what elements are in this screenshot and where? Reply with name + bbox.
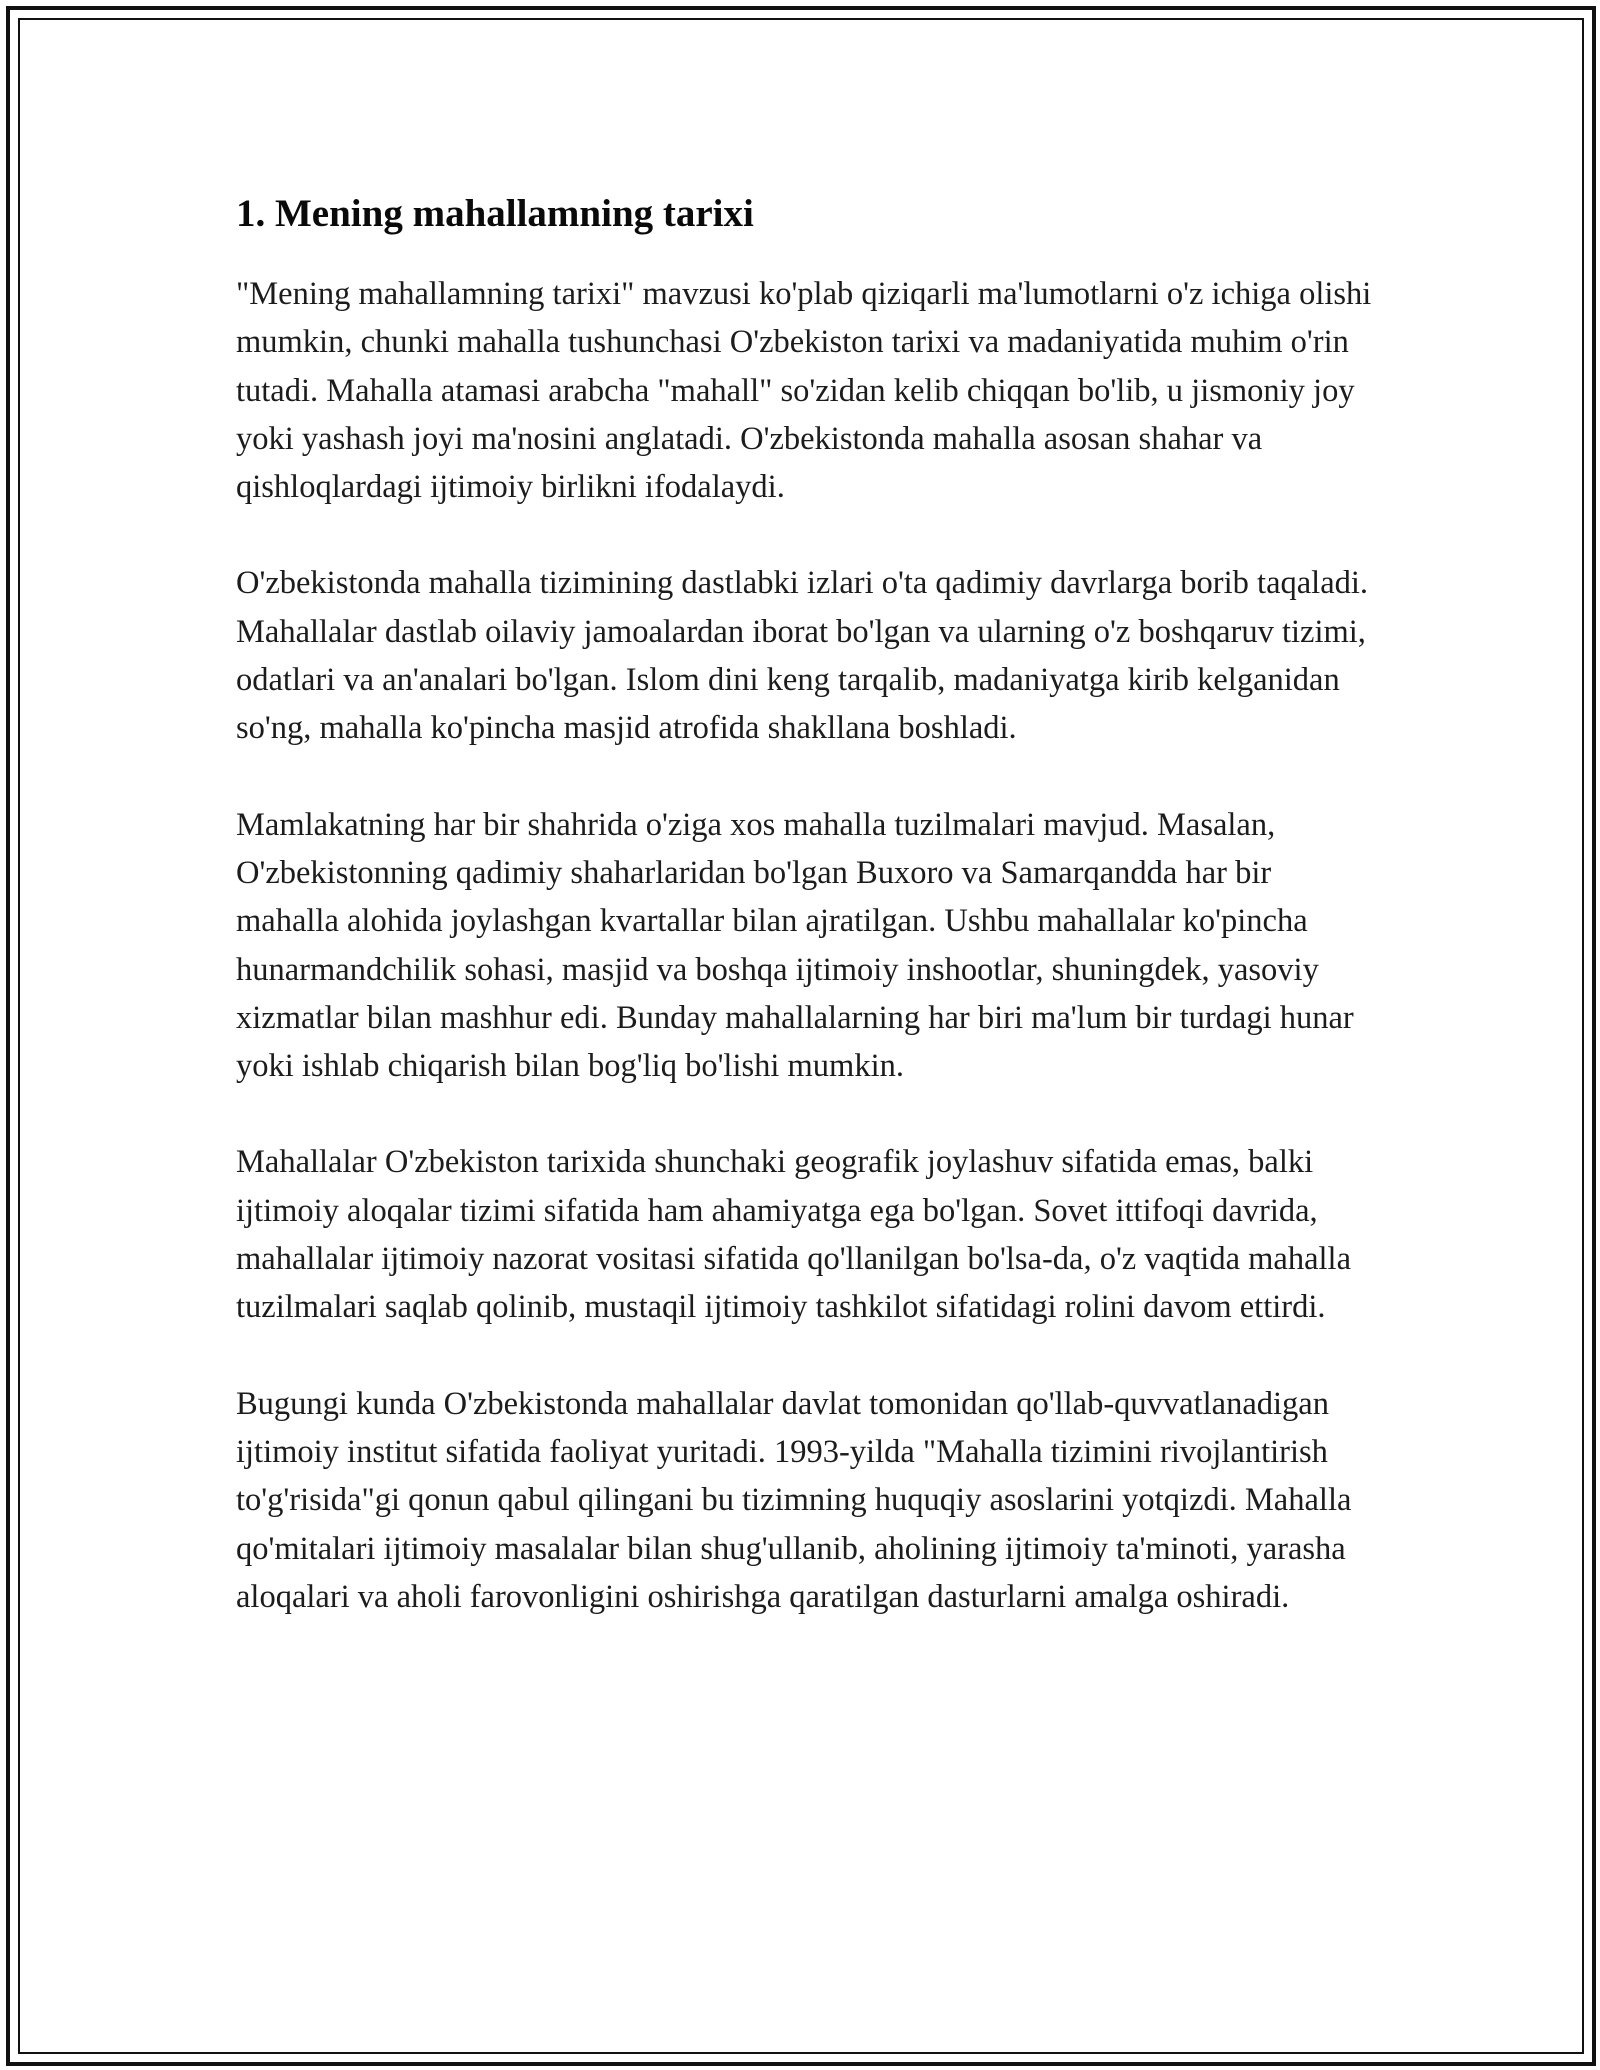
paragraph-2: O'zbekistonda mahalla tizimining dastlabki izlari o'ta qadimiy davrlarga borib taqaladi. Mahallalar dastlab oilaviy jamoalardan iborat bo'lgan va ularning o'z boshqaruv tizimi, odatlari va an'analari bo'lgan. Islom dini keng tarqalib, madaniyatga kirib kelganidan so'ng, mahalla ko'pincha masjid atrofida shakllana boshladi.	[236, 565, 1369, 747]
paragraph-5: Bugungi kunda O'zbekistonda mahallalar davlat tomonidan qo'llab-quvvatlanadigan ijtimoiy institut sifatida faoliyat yuritadi. 1993-yilda "Mahalla tizimini rivojlantirish to'g'risida"gi qonun qabul qilingani bu tizimning huquqiy asoslarini yotqizdi. Mahalla qo'mitalari ijtimoiy masalalar bilan shug'ullanib, aholining ijtimoiy ta'minoti, yarasha aloqalari va aholi farovonligini oshirishga qaratilgan dasturlarni amalga oshiradi.	[236, 1385, 1352, 1615]
document-body	[236, 188, 1376, 1621]
paragraph-3: Mamlakatning har bir shahrida o'ziga xos mahalla tuzilmalari mavjud. Masalan, O'zbekistonning qadimiy shaharlaridan bo'lgan Buxoro va Samarqandda har bir mahalla alohida joylashgan kvartallar bilan ajratilgan. Ushbu mahallalar ko'pincha hunarmandchilik sohasi, masjid va boshqa ijtimoiy inshootlar, shuningdek, yasoviy xizmatlar bilan mashhur edi. Bunday mahallalarning har biri ma'lum bir turdagi hunar yoki ishlab chiqarish bilan bog'liq bo'lishi mumkin.	[236, 806, 1354, 1085]
paragraph-4: Mahallalar O'zbekiston tarixida shunchaki geografik joylashuv sifatida emas, balki ijtimoiy aloqalar tizimi sifatida ham ahamiyatga ega bo'lgan. Sovet ittifoqi davrida, mahallalar ijtimoiy nazorat vositasi sifatida qo'llanilgan bo'lsa-da, o'z vaqtida mahalla tuzilmalari saqlab qolinib, mustaqil ijtimoiy tashkilot sifatidagi rolini davom ettirdi.	[236, 1144, 1351, 1326]
paragraph-1: "Mening mahallamning tarixi" mavzusi ko'plab qiziqarli ma'lumotlarni o'z ichiga olishi mumkin, chunki mahalla tushunchasi O'zbekiston tarixi va madaniyatida muhim o'rin tutadi. Mahalla atamasi arabcha "mahall" so'zidan kelib chiqqan bo'lib, u jismoniy joy yoki yashash joyi ma'nosini anglatadi. O'zbekistonda mahalla asosan shahar va qishloqlardagi ijtimoiy birlikni ifodalaydi.	[236, 276, 1372, 506]
section-heading: 1. Mening mahallamning tarixi	[236, 192, 754, 235]
